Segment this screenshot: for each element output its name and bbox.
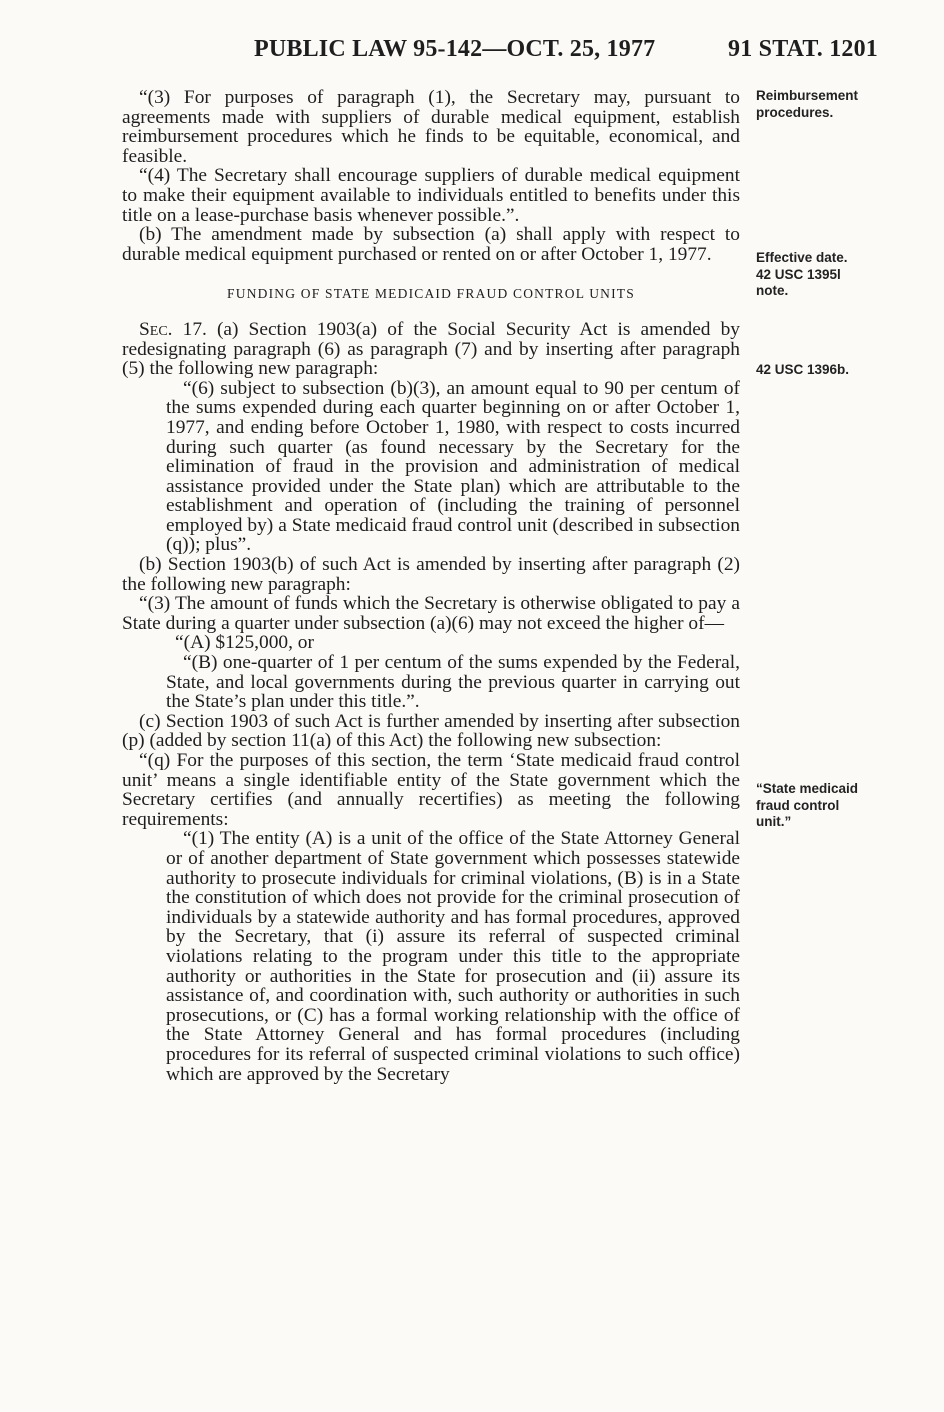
main-text-column bbox=[122, 88, 740, 1084]
margin-note-line: Reimbursement bbox=[756, 88, 859, 103]
margin-note-usc-1396b bbox=[756, 362, 916, 379]
page-header bbox=[0, 36, 944, 70]
margin-note-line: note. bbox=[756, 283, 789, 298]
section-17-intro bbox=[122, 320, 740, 379]
section-heading: FUNDING OF STATE MEDICAID FRAUD CONTROL UNITS bbox=[227, 286, 635, 302]
statute-page-number: 91 STAT. 1201 bbox=[728, 36, 878, 62]
margin-note-line: 42 USC 1395l bbox=[756, 266, 841, 282]
quoted-paragraph-b3: “(3) The amount of funds which the Secretary is otherwise obligated to pay a State during a quarter under subsection (a)(6) may not exceed the higher of— bbox=[122, 593, 740, 634]
running-title: PUBLIC LAW 95-142—OCT. 25, 1977 bbox=[254, 36, 656, 62]
quoted-paragraph-q1: “(1) The entity (A) is a unit of the office of the State Attorney General or of another department of State government which possesses statewide authority to prosecute individuals for criminal violations, (B) is in a State the constitution of which does not provide for the criminal prosecution of individuals by a statewide authority and has formal procedures, approved by the Secretary, that (i) assure its referral of suspected criminal violations relating to the program under this title to the appropriate authority or authorities in the State for prosecution and (ii) assure its assistance of, and coordination with, such authority or authorities in such prosecutions, or (C) has a formal working relationship with the office of the State Attorney General and has formal procedures (including procedures for its referral of suspected criminal violations to such office) which are approved by the Secretary bbox=[166, 828, 740, 1085]
margin-note-effective-date bbox=[756, 250, 916, 300]
paragraph-c: (c) Section 1903 of such Act is further amended by inserting after subsection (p) (added by section 11(a) of this Act) the following new subsection: bbox=[122, 710, 740, 752]
quoted-subsection-q: “(q) For the purposes of this section, the term ‘State medicaid fraud control unit’ means a single identifiable entity of the State government which the Secretary certifies (and annually recertifies) as meeting the following requirements: bbox=[122, 750, 740, 830]
sec-label: Sec. bbox=[139, 318, 173, 340]
margin-note-line: unit.” bbox=[756, 814, 792, 829]
margin-note-line: 42 USC 1396b. bbox=[756, 362, 850, 377]
margin-note-line: procedures. bbox=[756, 104, 834, 120]
margin-note-fraud-control-unit bbox=[756, 781, 916, 831]
quoted-paragraph-6: “(6) subject to subsection (b)(3), an amount equal to 90 per centum of the sums expended during each quarter beginning on or after October 1, 1977, and ending before October 1, 1980, with respect to costs incurred during such quarter (as found necessary by the Secretary for the elimination of fraud in the provision and administration of medical assistance provided under the State plan) which are attributable to the establishment and operation of (including the training of personnel employed by) a State medicaid fraud control unit (described in subsection (q)); plus”. bbox=[166, 377, 740, 556]
paragraph-3-reimbursement: “(3) For purposes of paragraph (1), the Secretary may, pursuant to agreements made with suppliers of durable medical equipment, establish reimbursement procedures which he finds to be equitable, economical, and feasible. bbox=[122, 87, 740, 167]
paragraph-4-lease-purchase: “(4) The Secretary shall encourage suppliers of durable medical equipment to make their equipment available to individuals entitled to benefits under this title on a lease-purchase basis whenever possible.”. bbox=[122, 165, 740, 226]
quoted-subparagraph-b: “(B) one-quarter of 1 per centum of the sums expended by the Federal, State, and local governments during the previous quarter in carrying out the State’s plan under this title.”. bbox=[166, 652, 740, 713]
margin-note-line: Effective date. bbox=[756, 250, 848, 265]
quoted-subparagraph-a: “(A) $125,000, or bbox=[175, 632, 314, 654]
margin-note-line: “State medicaid bbox=[756, 781, 859, 796]
sec-17-text: 17. (a) Section 1903(a) of the Social Security Act is amended by redesignating paragraph (6) as paragraph (7) and by inserting after paragraph (5) the following new paragraph: bbox=[122, 318, 740, 380]
margin-note-reimbursement bbox=[756, 88, 916, 121]
margin-note-line: fraud control bbox=[756, 797, 840, 813]
paragraph-b-effective-date: (b) The amendment made by subsection (a) shall apply with respect to durable medical equipment purchased or rented on or after October 1, 1977. bbox=[122, 224, 740, 265]
paragraph-b-1903b: (b) Section 1903(b) of such Act is amended by inserting after paragraph (2) the following new paragraph: bbox=[122, 554, 740, 595]
